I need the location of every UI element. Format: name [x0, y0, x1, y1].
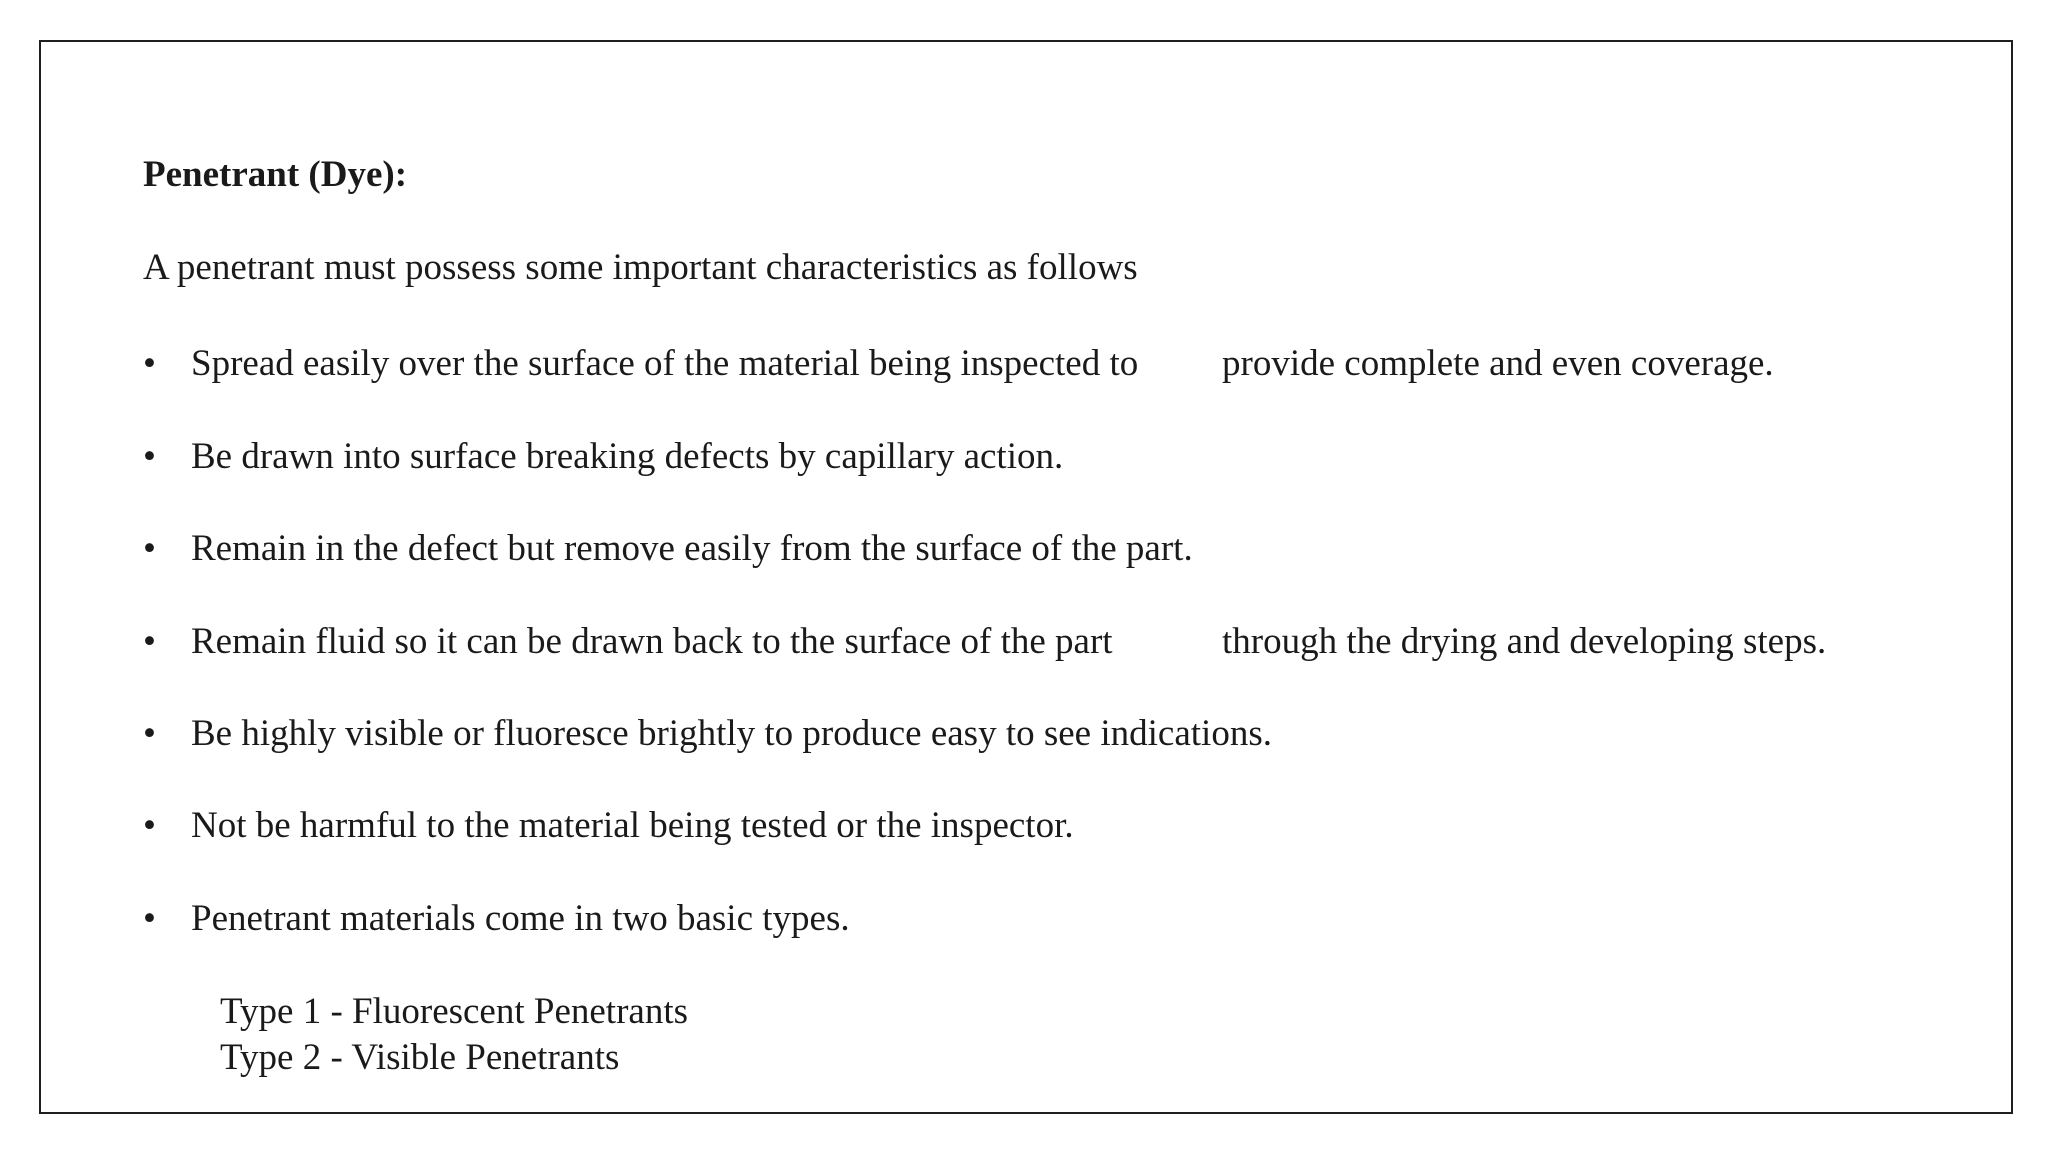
type-line: Type 1 - Fluorescent Penetrants: [220, 991, 689, 1032]
bullet-dot: •: [143, 528, 156, 569]
intro-text: A penetrant must possess some important characteristics as follows: [143, 247, 1138, 288]
bullet-text: Not be harmful to the material being tested or the inspector.: [191, 805, 1074, 846]
bullet-continuation: through the drying and developing steps.: [1222, 621, 1827, 662]
type-line: Type 2 - Visible Penetrants: [220, 1037, 620, 1078]
bullet-text: Remain fluid so it can be drawn back to the surface of the part: [191, 621, 1113, 662]
bullet-continuation: provide complete and even coverage.: [1222, 343, 1774, 384]
bullet-dot: •: [143, 621, 156, 662]
bullet-dot: •: [143, 343, 156, 384]
bullet-text: Be highly visible or fluoresce brightly to produce easy to see indications.: [191, 713, 1272, 754]
slide-frame: [39, 40, 2013, 1114]
bullet-text: Remain in the defect but remove easily from the surface of the part.: [191, 528, 1193, 569]
bullet-text: Spread easily over the surface of the material being inspected to: [191, 343, 1139, 384]
bullet-dot: •: [143, 898, 156, 939]
slide-heading: Penetrant (Dye):: [143, 154, 408, 195]
bullet-dot: •: [143, 805, 156, 846]
bullet-text: Be drawn into surface breaking defects by capillary action.: [191, 436, 1064, 477]
bullet-text: Penetrant materials come in two basic types.: [191, 898, 850, 939]
bullet-dot: •: [143, 713, 156, 754]
bullet-dot: •: [143, 436, 156, 477]
